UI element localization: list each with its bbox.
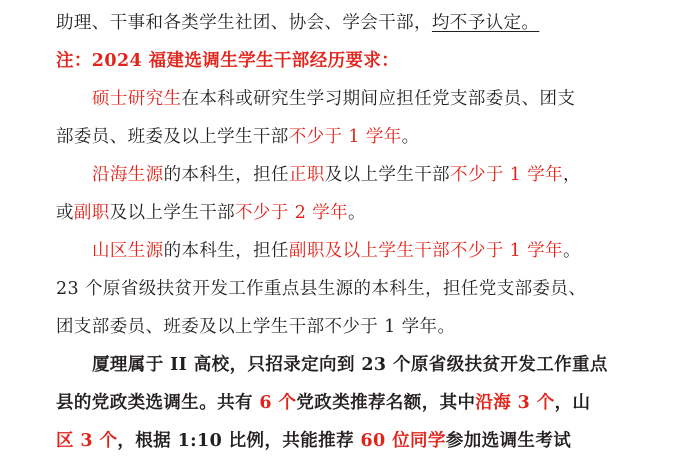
text-run: 沿海 3 个	[475, 393, 555, 413]
text-run: 的本科生，担任	[163, 241, 289, 261]
document-line	[56, 346, 644, 384]
text-run: 不少于 2 学年	[235, 203, 348, 223]
text-run: 23 个原省级扶贫开发工作重点县生源的本科生，担任党支部委员、	[56, 279, 587, 299]
text-run: 及以上学生干部	[109, 203, 236, 223]
text-run: 。	[348, 203, 366, 223]
document-line	[56, 422, 644, 460]
text-run: 县	[56, 393, 74, 413]
document-line	[56, 156, 644, 194]
document-line	[56, 270, 644, 308]
text-run: 。	[562, 241, 581, 261]
text-run: 23 个	[361, 355, 411, 375]
document-line	[56, 118, 644, 156]
text-run: 区 3 个	[56, 431, 118, 451]
text-run: 部委员、班委及以上学生干部	[56, 127, 289, 147]
text-run: 60 位同学	[360, 431, 446, 451]
text-run: 及以上学生干部	[324, 165, 451, 185]
text-run: ，只招录定向到	[229, 355, 362, 375]
document-line	[56, 308, 644, 346]
text-run: 在本科或研究生学习期间应担任党支部委员、团支	[181, 89, 576, 109]
text-run: 均不予认定。	[431, 13, 540, 33]
document-body	[56, 4, 644, 460]
text-run: 的本科生，担任	[163, 165, 289, 185]
text-run: 硕士研究生	[92, 89, 182, 109]
text-run: 不少于 1 学年	[450, 165, 564, 185]
text-run: ，山	[554, 393, 591, 413]
text-run: 参加选调生考试	[445, 431, 572, 451]
text-run: 不少于 1 学年	[288, 127, 402, 147]
text-run: 原省级扶贫开发工作重点	[410, 355, 608, 375]
text-run: 厦理属于 II 高校	[92, 355, 230, 375]
document-line	[56, 80, 644, 118]
text-run: 山区生源	[92, 241, 164, 261]
document-line	[56, 4, 644, 42]
text-run: 副职	[73, 203, 110, 223]
text-run: ，共能推荐	[264, 431, 361, 451]
document-line	[56, 194, 644, 232]
text-run: 1:10 比例	[177, 431, 265, 451]
text-run: ，	[563, 165, 581, 185]
text-run: 助理、干事和各类学生社团、协会、学会干部，	[56, 13, 432, 33]
text-run: 的党政类选调生。共有	[73, 393, 260, 413]
text-run: 党政类推荐名额，其中	[296, 393, 476, 413]
document-line	[56, 232, 644, 270]
text-run: 沿海生源	[92, 165, 164, 185]
document-line	[56, 384, 644, 422]
text-run: 。	[401, 127, 420, 147]
text-run: 或	[56, 203, 74, 223]
text-run: 6 个	[259, 393, 297, 413]
text-run: ，根据	[117, 431, 178, 451]
text-run: 副职及以上学生干部不少于 1 学年	[288, 241, 563, 261]
text-run: 团支部委员、班委及以上学生干部不少于 1 学年。	[56, 317, 456, 337]
text-run: 注：2024 福建选调生学生干部经历要求：	[56, 51, 400, 71]
document-line	[56, 42, 644, 80]
text-run: 正职	[288, 165, 325, 185]
